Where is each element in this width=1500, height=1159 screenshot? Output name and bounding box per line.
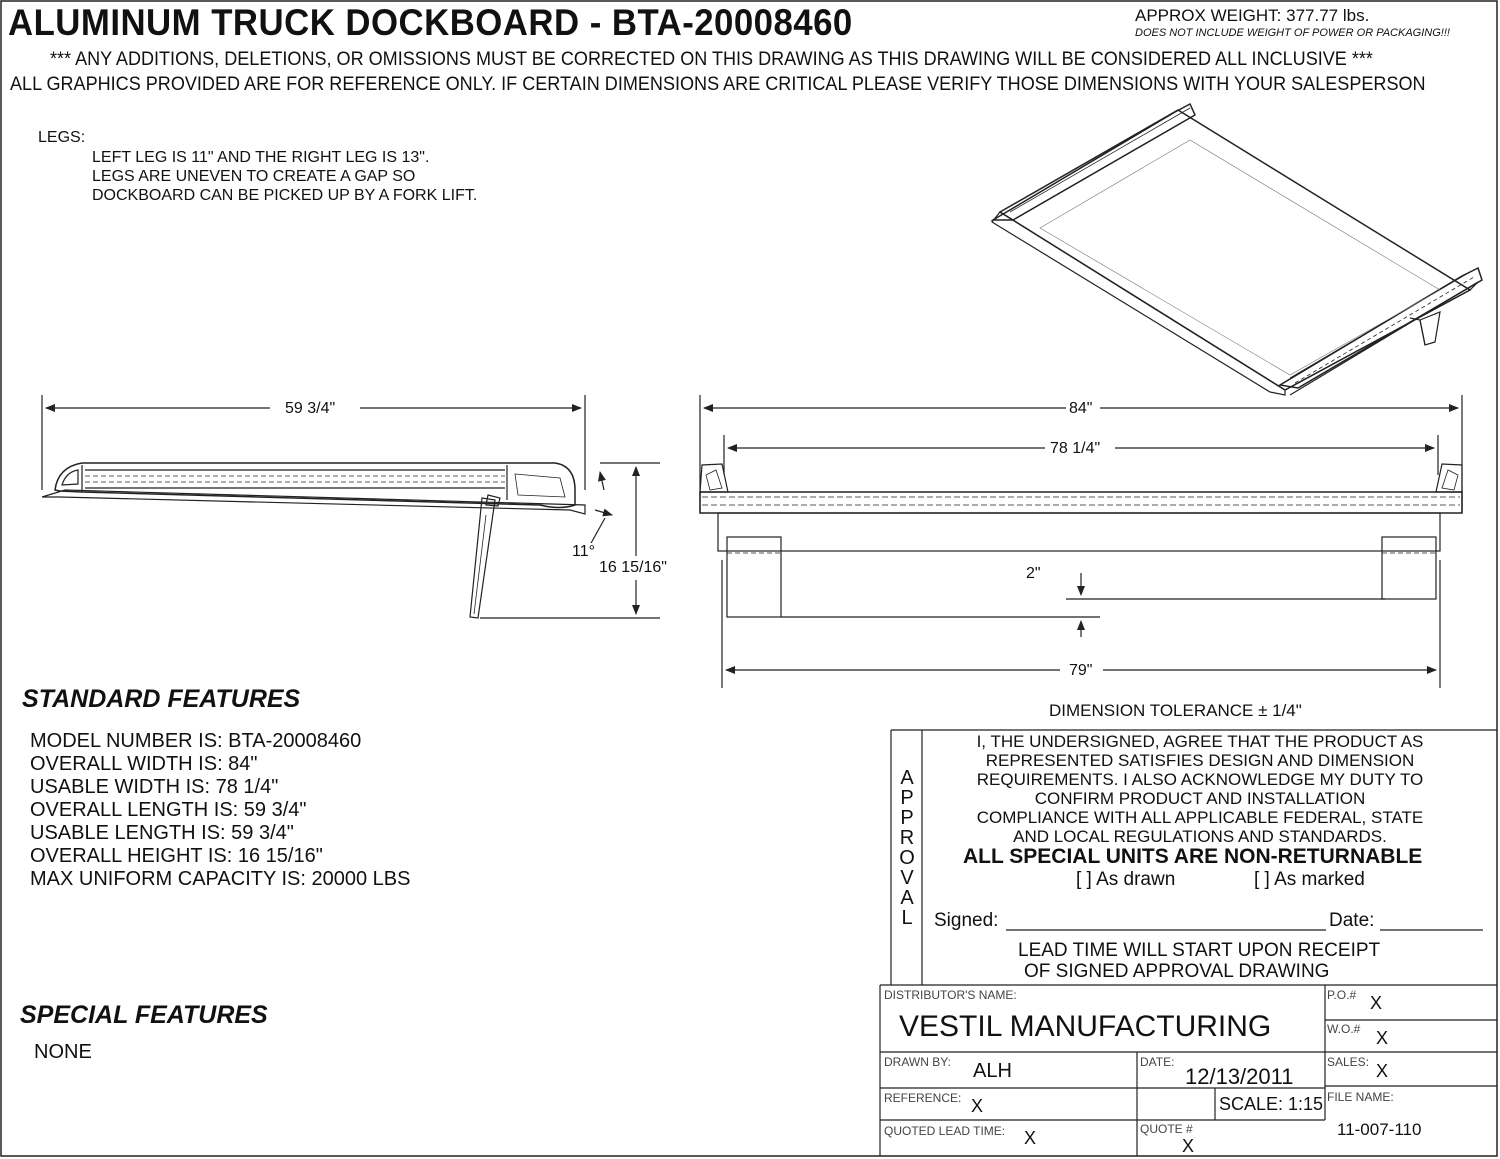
legs-line: LEGS ARE UNEVEN TO CREATE A GAP SO: [92, 168, 416, 185]
notice-inclusive: *** ANY ADDITIONS, DELETIONS, OR OMISSIONS MUST BE CORRECTED ON THIS DRAWING AS THIS DRAWING WILL BE CONSIDERED ALL INCLUSIVE ***: [50, 49, 1373, 70]
quoted-lead-time-label: QUOTED LEAD TIME:: [884, 1124, 1006, 1138]
lead-time-notice-2: OF SIGNED APPROVAL DRAWING: [1024, 961, 1330, 982]
scale-value: SCALE: 1:15: [1219, 1094, 1324, 1114]
approval-side-label: [897, 768, 917, 928]
statement-line: REPRESENTED SATISFIES DESIGN AND DIMENSION: [985, 751, 1415, 770]
feature-item: OVERALL WIDTH IS: 84": [30, 753, 258, 775]
po-label: P.O.#: [1327, 988, 1357, 1002]
reference-label: REFERENCE:: [884, 1091, 962, 1105]
statement-line: AND LOCAL REGULATIONS AND STANDARDS.: [1013, 827, 1387, 846]
date-value: 12/13/2011: [1185, 1064, 1294, 1089]
option-as-marked[interactable]: [ ] As marked: [1254, 869, 1365, 890]
standard-features-heading: STANDARD FEATURES: [22, 685, 301, 713]
signature-field[interactable]: [1006, 906, 1326, 930]
special-features-value: NONE: [34, 1041, 92, 1063]
distributor-label: DISTRIBUTOR'S NAME:: [884, 988, 1017, 1002]
date-field-label: DATE:: [1140, 1055, 1175, 1069]
dim-overall-width: 84": [1066, 400, 1095, 418]
feature-item: OVERALL HEIGHT IS: 16 15/16": [30, 845, 323, 867]
weight-note: DOES NOT INCLUDE WEIGHT OF POWER OR PACKAGING!!!: [1135, 27, 1450, 39]
wo-value: X: [1376, 1028, 1389, 1048]
option-as-drawn[interactable]: [ ] As drawn: [1076, 869, 1176, 890]
approval-letter: P: [900, 787, 914, 809]
quote-label: QUOTE #: [1140, 1122, 1193, 1136]
quote-value: X: [1182, 1136, 1195, 1156]
dim-side-length: 59 3/4": [282, 400, 338, 418]
lead-time-notice-1: LEAD TIME WILL START UPON RECEIPT: [1018, 940, 1381, 961]
dim-angle: 11°: [569, 543, 598, 561]
quoted-lead-time-value: X: [1024, 1128, 1037, 1148]
legs-line: LEFT LEG IS 11" AND THE RIGHT LEG IS 13".: [92, 149, 430, 166]
dimension-tolerance: DIMENSION TOLERANCE ± 1/4": [1049, 701, 1302, 720]
front-view: [700, 395, 1462, 688]
drawn-by-label: DRAWN BY:: [884, 1055, 951, 1069]
approval-letter: O: [899, 847, 915, 869]
approval-letter: A: [900, 887, 914, 909]
statement-line: REQUIREMENTS. I ALSO ACKNOWLEDGE MY DUTY TO: [976, 770, 1424, 789]
approval-letter: P: [900, 807, 914, 829]
file-name-value: 11-007-110: [1337, 1120, 1422, 1139]
feature-item: OVERALL LENGTH IS: 59 3/4": [30, 799, 307, 821]
approval-statement: [930, 732, 1470, 846]
distributor-name: VESTIL MANUFACTURING: [899, 1010, 1272, 1043]
approval-letter: V: [900, 867, 914, 889]
drawn-by-value: ALH: [973, 1060, 1012, 1082]
dim-leg-span: 79": [1066, 662, 1095, 680]
dim-leg-gap: 2": [1023, 565, 1044, 583]
side-view: [42, 395, 660, 618]
statement-line: I, THE UNDERSIGNED, AGREE THAT THE PRODUCT AS: [976, 732, 1424, 751]
signed-label: Signed:: [934, 910, 999, 931]
feature-item: MODEL NUMBER IS: BTA-20008460: [30, 730, 362, 752]
approval-letter: L: [901, 907, 913, 929]
approval-letter: R: [899, 827, 915, 849]
feature-item: USABLE LENGTH IS: 59 3/4": [30, 822, 294, 844]
statement-line: CONFIRM PRODUCT AND INSTALLATION: [1034, 789, 1366, 808]
wo-label: W.O.#: [1327, 1022, 1361, 1036]
approval-letter: A: [900, 767, 914, 789]
legs-heading: LEGS:: [38, 129, 86, 146]
special-features-heading: SPECIAL FEATURES: [20, 1001, 268, 1029]
standard-features-list: [30, 730, 411, 891]
dim-height: 16 15/16": [596, 559, 670, 577]
notice-reference: ALL GRAPHICS PROVIDED ARE FOR REFERENCE ONLY. IF CERTAIN DIMENSIONS ARE CRITICAL PLEASE VERIFY THOSE DIMENSIONS WITH YOUR SALESPERSON: [10, 74, 1426, 95]
reference-value: X: [971, 1096, 984, 1116]
legs-note: [92, 148, 477, 205]
isometric-dockboard-view: [992, 104, 1482, 395]
sales-value: X: [1376, 1061, 1389, 1081]
sales-label: SALES:: [1327, 1055, 1370, 1069]
approx-weight: APPROX WEIGHT: 377.77 lbs.: [1135, 6, 1370, 25]
approval-date-field[interactable]: [1380, 906, 1483, 930]
po-value: X: [1370, 993, 1383, 1013]
non-returnable-notice: ALL SPECIAL UNITS ARE NON-RETURNABLE: [963, 845, 1423, 868]
feature-item: USABLE WIDTH IS: 78 1/4": [30, 776, 279, 798]
statement-line: COMPLIANCE WITH ALL APPLICABLE FEDERAL, STATE: [976, 808, 1424, 827]
file-name-label: FILE NAME:: [1327, 1090, 1394, 1104]
legs-line: DOCKBOARD CAN BE PICKED UP BY A FORK LIFT.: [92, 187, 478, 204]
feature-item: MAX UNIFORM CAPACITY IS: 20000 LBS: [30, 868, 411, 890]
page-title: ALUMINUM TRUCK DOCKBOARD - BTA-20008460: [8, 2, 853, 43]
dim-usable-width: 78 1/4": [1047, 440, 1103, 458]
date-label: Date:: [1329, 910, 1375, 931]
